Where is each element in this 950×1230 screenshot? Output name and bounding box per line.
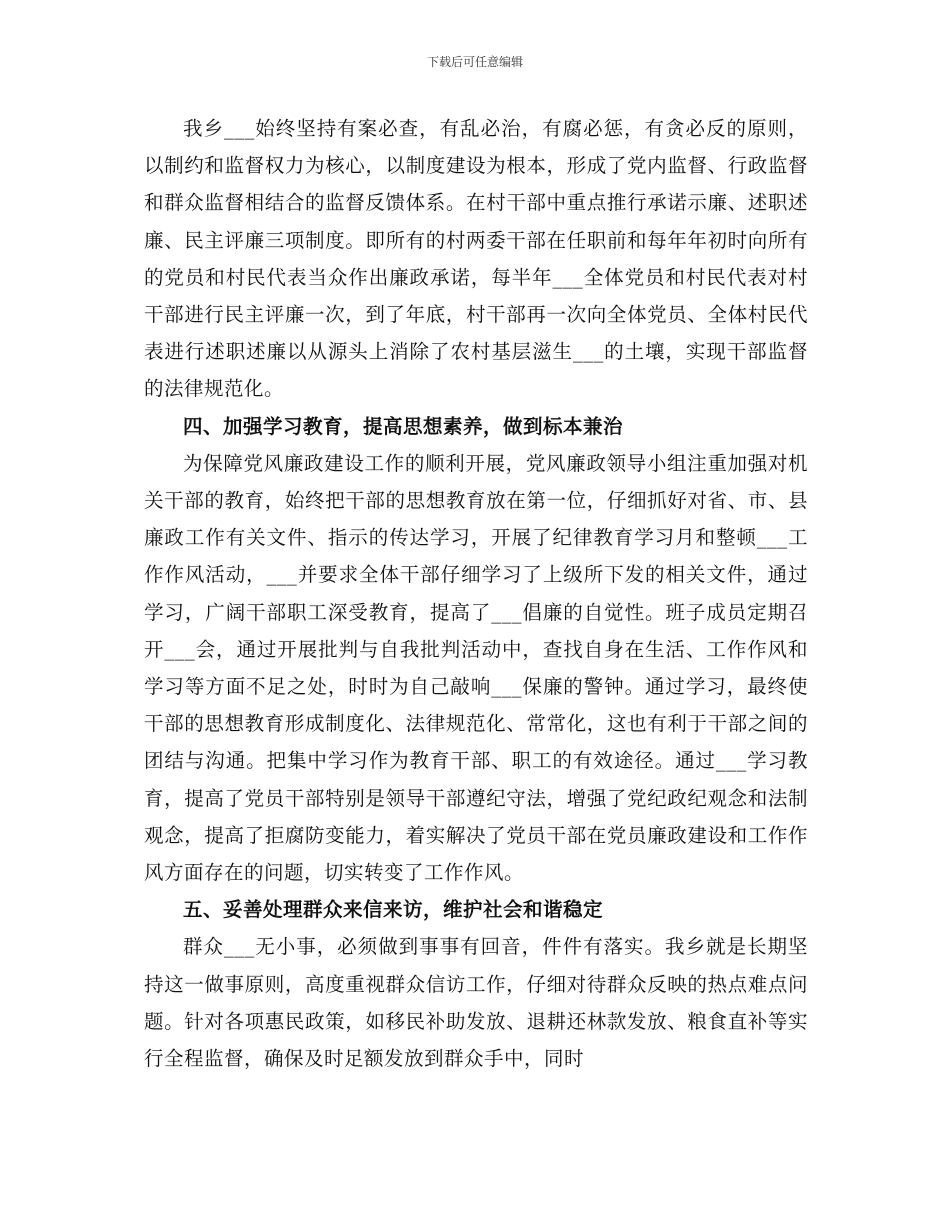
paragraph-supervision: 我乡___始终坚持有案必查，有乱必治，有腐必惩，有贪必反的原则，以制约和监督权力为核心，以制度建设为根本，形成了党内监督、行政监督和群众监督相结合的监督反馈体系。在村干部中重点推行承诺示廉、述职述廉、民主评廉三项制度。即所有的村两委干部在任职前和每年年初时向所有的党员和村民代表当众作出廉政承诺，每半年___全体党员和村民代表对村干部进行民主评廉一次，到了年底，村干部再一次向全体党员、全体村民代表进行述职述廉以从源头上消除了农村基层滋生___的土壤，实现干部监督的法律规范化。 xyxy=(144,117,808,401)
section-heading-5: 五、妥善处理群众来信来访，维护社会和谐稳定 xyxy=(183,898,604,922)
paragraph-petitions: 群众___无小事，必须做到事事有回音，件件有落实。我乡就是长期坚持这一做事原则，高度重视群众信访工作，仔细对待群众反映的热点难点问题。针对各项惠民政策，如移民补助发放、退耕还林款发放、粮食直补等实行全程监督，确保及时足额发放到群众手中，同时 xyxy=(144,935,808,1071)
document-body xyxy=(144,110,808,1077)
paragraph-education: 为保障党风廉政建设工作的顺利开展，党风廉政领导小组注重加强对机关干部的教育，始终把干部的思想教育放在第一位，仔细抓好对省、市、县廉政工作有关文件、指示的传达学习，开展了纪律教育学习月和整顿___工作作风活动，___并要求全体干部仔细学习了上级所下发的相关文件，通过学习，广阔干部职工深受教育，提高了___倡廉的自觉性。班子成员定期召开___会，通过开展批判与自我批判活动中，查找自身在生活、工作作风和学习等方面不足之处，时时为自己敲响___保廉的警钟。通过学习，最终使干部的思想教育形成制度化、法律规范化、常常化，这也有利于干部之间的团结与沟通。把集中学习作为教育干部、职工的有效途径。通过___学习教育，提高了党员干部特别是领导干部遵纪守法，增强了党纪政纪观念和法制观念，提高了拒腐防变能力，着实解决了党员干部在党员廉政建设和工作作风方面存在的问题，切实转变了工作作风。 xyxy=(144,451,808,885)
section-heading-4: 四、加强学习教育，提高思想素养，做到标本兼治 xyxy=(183,414,624,438)
page-header: 下载后可任意编辑 xyxy=(426,55,523,69)
